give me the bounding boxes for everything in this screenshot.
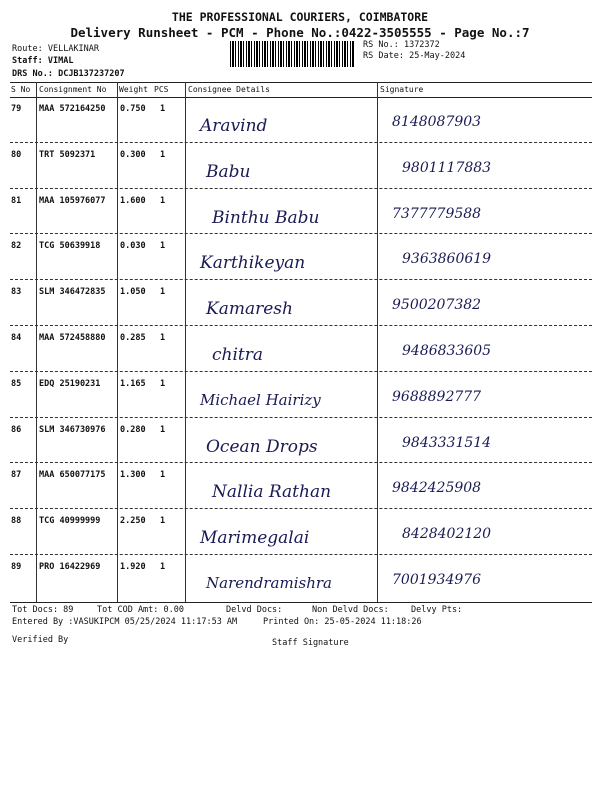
row-sno: 86 xyxy=(11,424,22,435)
footer-entered-by: Entered By :VASUKIPCM 05/25/2024 11:17:53 AM xyxy=(12,617,238,627)
footer-delvy-pts: Delvy Pts: xyxy=(411,605,463,615)
drs-value: DCJB137237207 xyxy=(58,69,125,79)
table-top-rule xyxy=(10,82,592,83)
row-signature-handwriting: 9843331514 xyxy=(402,434,492,451)
col-divider xyxy=(185,82,186,602)
row-separator xyxy=(10,279,592,280)
row-consignment: SLM 346730976 xyxy=(39,424,106,435)
col-header-weight: Weight xyxy=(119,85,148,94)
row-signature-handwriting: 9801117883 xyxy=(402,159,492,176)
row-weight: 2.250 xyxy=(120,516,146,527)
row-consignee-handwriting: Karthikeyan xyxy=(200,253,306,274)
row-weight: 1.600 xyxy=(120,195,146,206)
row-separator xyxy=(10,142,592,143)
route-line xyxy=(12,44,99,54)
row-signature-handwriting: 9363860619 xyxy=(402,251,492,268)
row-sno: 81 xyxy=(11,195,22,206)
row-consignee-handwriting: Marimegalai xyxy=(200,528,310,549)
row-pcs: 1 xyxy=(160,333,166,343)
row-weight: 1.920 xyxy=(120,562,146,572)
rs-no-value: 1372372 xyxy=(403,40,440,50)
col-header-pcs: PCS xyxy=(154,85,169,94)
row-pcs: 1 xyxy=(160,104,166,114)
row-separator xyxy=(10,417,592,418)
row-sno: 83 xyxy=(11,287,22,298)
row-weight: 1.050 xyxy=(120,287,146,298)
row-separator xyxy=(10,508,592,509)
row-pcs: 1 xyxy=(160,470,166,481)
table-bottom-rule xyxy=(10,602,592,603)
row-signature-handwriting: 9486833605 xyxy=(402,343,492,359)
row-separator xyxy=(10,233,592,234)
row-weight: 1.300 xyxy=(120,470,146,481)
row-pcs: 1 xyxy=(160,424,166,435)
row-consignment: TCG 40999999 xyxy=(39,516,101,527)
drs-label: DRS No.: xyxy=(12,69,53,79)
row-consignee-handwriting: chitra xyxy=(212,345,263,365)
drs-line xyxy=(12,69,125,79)
row-signature-handwriting: 8428402120 xyxy=(402,526,492,543)
row-signature-handwriting: 7001934976 xyxy=(392,572,482,588)
col-divider xyxy=(117,82,118,602)
row-separator xyxy=(10,325,592,326)
row-consignment: MAA 572458880 xyxy=(39,333,106,343)
row-signature-handwriting: 8148087903 xyxy=(392,114,482,130)
row-consignee-handwriting: Michael Hairizy xyxy=(200,390,321,409)
row-sno: 85 xyxy=(11,378,22,389)
row-signature-handwriting: 7377779588 xyxy=(392,205,482,222)
row-pcs: 1 xyxy=(160,516,166,527)
footer-tot-cod: Tot COD Amt: 0.00 xyxy=(97,605,184,615)
footer-printed-on: Printed On: 25-05-2024 11:18:26 xyxy=(263,617,422,627)
row-pcs: 1 xyxy=(160,378,166,389)
row-weight: 0.300 xyxy=(120,149,146,160)
row-consignee-handwriting: Aravind xyxy=(200,116,268,136)
footer-staff-signature: Staff Signature xyxy=(272,638,349,648)
row-consignee-handwriting: Babu xyxy=(206,161,251,182)
rs-date-line xyxy=(363,51,465,61)
document-subtitle: Delivery Runsheet - PCM - Phone No.:0422-3505555 - Page No.:7 xyxy=(70,25,530,40)
footer-verified-by: Verified By xyxy=(12,635,69,645)
row-consignment: MAA 572164250 xyxy=(39,104,106,114)
row-consignment: TCG 50639918 xyxy=(39,241,101,252)
row-consignment: MAA 105976077 xyxy=(39,195,106,206)
row-sno: 82 xyxy=(11,241,22,252)
rs-date-label: RS Date: xyxy=(363,51,404,61)
row-consignment: TRT 5092371 xyxy=(39,149,96,160)
row-sno: 88 xyxy=(11,516,22,527)
row-signature-handwriting: 9500207382 xyxy=(392,297,482,314)
col-header-consignee: Consignee Details xyxy=(188,85,270,94)
barcode xyxy=(230,41,355,67)
row-consignee-handwriting: Narendramishra xyxy=(206,574,332,592)
row-separator xyxy=(10,371,592,372)
row-separator xyxy=(10,188,592,189)
staff-value: VIMAL xyxy=(47,56,74,66)
table-header-rule xyxy=(10,97,592,98)
row-weight: 1.165 xyxy=(120,378,146,389)
rs-no-label: RS No.: xyxy=(363,40,399,50)
row-pcs: 1 xyxy=(160,195,166,206)
row-consignee-handwriting: Kamaresh xyxy=(206,299,293,320)
row-sno: 84 xyxy=(11,333,22,343)
row-weight: 0.030 xyxy=(120,241,146,252)
staff-label: Staff: xyxy=(12,56,43,66)
route-label: Route: xyxy=(12,44,43,54)
staff-line xyxy=(12,56,73,66)
row-consignment: SLM 346472835 xyxy=(39,287,106,298)
row-signature-handwriting: 9842425908 xyxy=(392,480,482,497)
row-consignee-handwriting: Binthu Babu xyxy=(212,207,320,228)
col-header-sno: S No xyxy=(11,85,31,94)
row-pcs: 1 xyxy=(160,287,166,298)
rs-no-line xyxy=(363,40,440,50)
row-sno: 80 xyxy=(11,149,22,160)
route-value: VELLAKINAR xyxy=(47,44,100,54)
footer-non-delvd: Non Delvd Docs: xyxy=(312,605,389,615)
col-header-consignment: Consignment No xyxy=(39,85,107,94)
footer-delvd-docs: Delvd Docs: xyxy=(226,605,283,615)
col-header-signature: Signature xyxy=(380,85,424,94)
row-consignment: PRO 16422969 xyxy=(39,562,101,572)
document-title: THE PROFESSIONAL COURIERS, COIMBATORE xyxy=(171,10,429,24)
row-separator xyxy=(10,554,592,555)
row-weight: 0.750 xyxy=(120,104,146,114)
row-sno: 87 xyxy=(11,470,22,481)
row-separator xyxy=(10,462,592,463)
row-consignment: EDQ 25190231 xyxy=(39,378,101,389)
row-consignee-handwriting: Ocean Drops xyxy=(206,436,318,457)
row-pcs: 1 xyxy=(160,241,166,252)
row-weight: 0.285 xyxy=(120,333,146,343)
row-consignment: MAA 650077175 xyxy=(39,470,106,481)
row-pcs: 1 xyxy=(160,149,166,160)
row-sno: 79 xyxy=(11,104,22,114)
row-sno: 89 xyxy=(11,562,22,572)
rs-date-value: 25-May-2024 xyxy=(409,51,466,61)
col-divider xyxy=(377,82,378,602)
footer-tot-docs: Tot Docs: 89 xyxy=(12,605,74,615)
row-signature-handwriting: 9688892777 xyxy=(392,388,482,405)
row-consignee-handwriting: Nallia Rathan xyxy=(212,482,332,503)
col-divider xyxy=(36,82,37,602)
row-pcs: 1 xyxy=(160,562,166,572)
row-weight: 0.280 xyxy=(120,424,146,435)
